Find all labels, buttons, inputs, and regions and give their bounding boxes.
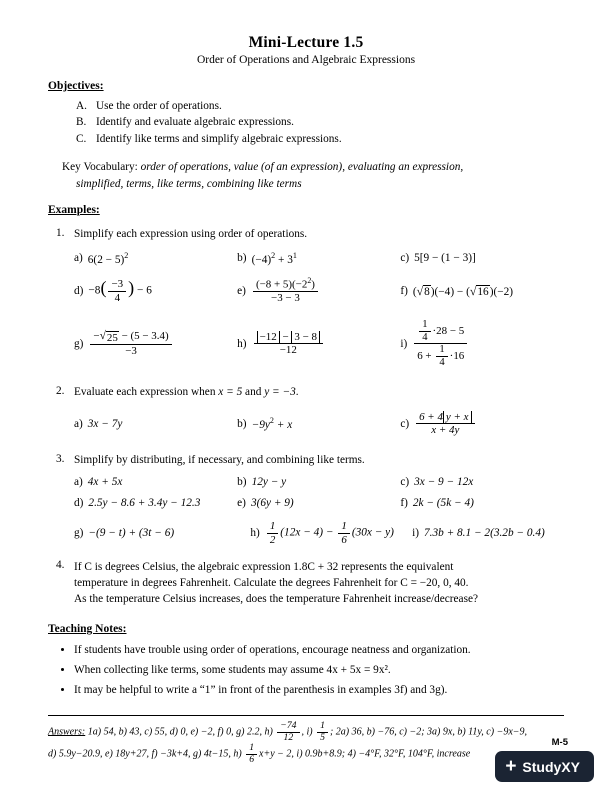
answers-section: [48, 715, 564, 766]
example-number: 2.: [56, 385, 65, 398]
part-c: [400, 411, 563, 437]
stem-y: y = −3: [264, 386, 296, 399]
part-h: [250, 520, 412, 546]
part-label: c): [400, 252, 410, 265]
part-label: b): [237, 252, 247, 265]
objectives-heading: Objectives:: [48, 80, 104, 92]
answers-text-f: y − 2, i) 0.9b+8.9; 4) −4°F, 32°F, 104°F, increase: [270, 749, 471, 761]
answer-frac-den: 6: [249, 754, 255, 766]
example-1: [48, 227, 564, 369]
part-f: [400, 497, 563, 509]
part-label: i): [400, 337, 408, 350]
part-a: [74, 251, 237, 266]
part-i: [400, 319, 563, 370]
plus-icon: +: [505, 756, 517, 777]
part-label: d): [74, 497, 84, 510]
objective-text: Identify and evaluate algebraic expressions.: [96, 116, 294, 129]
example-2: [48, 385, 564, 436]
part-label: b): [237, 476, 247, 489]
part-expression: 5[9 − (1 − 3)]: [414, 252, 476, 265]
part-expression: 3(6y + 9): [250, 497, 294, 510]
part-expression: $\frac{1}{2}$ (12x − 4) − $\frac{1}{6}$ (30x − y): [265, 520, 394, 546]
part-g: [74, 319, 237, 370]
teaching-notes-heading: Teaching Notes:: [48, 623, 127, 636]
answer-frac-den: 5: [320, 731, 325, 743]
stem-x: x = 5: [218, 386, 243, 399]
part-label: e): [237, 285, 246, 298]
example-1-row-2: [74, 277, 564, 304]
answers-line-1: [48, 721, 564, 744]
part-a: [74, 476, 237, 488]
example-3-row-1: [74, 476, 564, 488]
key-vocabulary-line2: simplified, terms, like terms, combining like terms: [76, 177, 302, 190]
list-item: • It may be helpful to write a “1” in front of the parenthesis in examples 3f) and 3g).: [74, 681, 564, 700]
part-expression: $\frac{-12 - 3 - 8}{-12}$: [252, 331, 325, 357]
list-item: [76, 114, 564, 130]
answers-text-a: 1a) 54, b) 43, c) 55, d) 0, e) −2, f) 0, g) 2.2, h): [85, 726, 276, 738]
part-label: c): [400, 417, 410, 430]
part-b: [237, 251, 400, 266]
example-stem-line-2: temperature in degrees Fahrenheit. Calculate the degrees Fahrenheit for C = −20, 0, 40.: [74, 577, 469, 590]
part-label: a): [74, 476, 83, 489]
part-e: [237, 277, 400, 304]
studyxy-watermark: [495, 751, 594, 782]
example-stem-line-1: If C is degrees Celsius, the algebraic expression 1.8C + 32 represents the equivalent: [74, 560, 454, 573]
answer-frac-num: −74: [277, 721, 299, 733]
answers-text-c: ; 2a) 36, b) −76, c) −2; 3a) 9x, b) 11y, c) −9x−9,: [329, 726, 527, 738]
part-label: a): [74, 417, 83, 430]
part-i: [412, 520, 564, 546]
part-expression: $\frac{6 + 4 y + x}{x + 4y}$: [414, 411, 476, 437]
objective-text: Use the order of operations.: [96, 100, 222, 112]
part-label: h): [250, 527, 260, 540]
part-b: [237, 476, 400, 488]
part-expression: $\frac{1}{4}$ ·28 − 5 6 + $\frac{1}{4}$ ·16: [412, 319, 469, 370]
part-expression: $(-4)^2 + 3^1$: [251, 250, 297, 266]
part-d: [74, 497, 237, 509]
part-f: [400, 277, 563, 304]
example-number: 4.: [56, 558, 65, 571]
answers-text-b: , i): [301, 726, 316, 738]
part-label: h): [237, 337, 247, 350]
page-title: Mini-Lecture 1.5: [248, 34, 364, 51]
example-1-row-1: [74, 251, 564, 266]
part-expression: 2k − (5k − 4): [412, 497, 474, 510]
part-c: [400, 251, 563, 266]
part-expression: ( √ 8 )(−4) − ( √ 16 )(−2): [412, 283, 513, 298]
part-label: i): [412, 527, 419, 540]
example-number: 1.: [56, 226, 65, 239]
answers-line-2: [48, 743, 564, 766]
key-vocabulary-label: Key Vocabulary:: [62, 161, 138, 174]
part-label: a): [74, 252, 83, 265]
example-3-row-2: [74, 497, 564, 509]
part-expression: 4x + 5x: [87, 476, 123, 489]
part-expression: 2.5y − 8.6 + 3.4y − 12.3: [88, 497, 201, 510]
example-stem: [74, 385, 564, 401]
part-label: c): [400, 476, 410, 489]
example-2-row-1: [74, 411, 564, 437]
part-expression: −8( $\frac{-3}{4}$ ) − 6: [88, 277, 152, 304]
part-d: [74, 277, 237, 304]
part-a: [74, 411, 237, 437]
part-expression: − √ 25 − (5 − 3.4) −3: [88, 330, 173, 358]
key-vocabulary: [62, 159, 564, 192]
stem-and: and: [242, 386, 265, 399]
part-expression: 3x − 9 − 12x: [414, 476, 474, 489]
part-expression: 3x − 7y: [87, 417, 123, 430]
answer-frac-num: 1: [317, 721, 328, 733]
stem-post: .: [295, 386, 299, 399]
objectives-list: [76, 98, 564, 147]
part-label: f): [400, 285, 408, 298]
part-expression: −(9 − t) + (3t − 6): [88, 527, 175, 540]
part-label: g): [74, 337, 84, 350]
part-label: b): [237, 417, 247, 430]
brand-name: StudyXY: [522, 758, 580, 775]
stem-pre: Evaluate each expression when: [74, 386, 219, 399]
list-item: • When collecting like terms, some students may assume 4x + 5x = 9x².: [74, 661, 564, 680]
part-expression: 12y − y: [251, 476, 287, 489]
part-label: e): [237, 497, 246, 510]
page-number: M-5: [551, 737, 568, 748]
part-g: [74, 520, 250, 546]
answer-frac-num: 1: [246, 743, 257, 755]
example-stem: Simplify by distributing, if necessary, and combining like terms.: [74, 453, 365, 466]
answers-text-e: x+: [259, 749, 271, 761]
list-item: • If students have trouble using order of operations, encourage neatness and organization.: [74, 641, 564, 660]
answers-label: Answers:: [48, 726, 86, 738]
part-label: d): [74, 285, 84, 298]
part-c: [400, 476, 563, 488]
key-vocabulary-line1: order of operations, value (of an expression), evaluating an expression,: [140, 161, 464, 174]
part-b: [237, 411, 400, 437]
examples-heading: Examples:: [48, 203, 100, 216]
part-expression: 7.3b + 8.1 − 2(3.2b − 0.4): [423, 527, 545, 540]
part-expression: $-9y^2 + x$: [251, 416, 293, 432]
example-3: [48, 453, 564, 546]
part-e: [237, 497, 400, 509]
answers-text-d: d) 5.9y−20.9, e) 18y+27, f) −3k+4, g) 4t−15, h): [48, 749, 245, 761]
list-item: [76, 98, 564, 114]
part-label: f): [400, 497, 408, 510]
example-1-row-3: [74, 319, 564, 370]
part-label: g): [74, 527, 84, 540]
example-number: 3.: [56, 452, 65, 465]
objective-letter: C.: [76, 132, 87, 145]
example-stem-line-3: As the temperature Celsius increases, does the temperature Fahrenheit increase/decrease?: [74, 593, 478, 606]
teaching-notes-list: [74, 641, 564, 701]
list-item: [76, 131, 564, 147]
objective-letter: A.: [76, 100, 87, 112]
objective-text: Identify like terms and simplify algebraic expressions.: [96, 132, 342, 145]
example-4: [48, 559, 564, 607]
page-subtitle: Order of Operations and Algebraic Expressions: [196, 54, 416, 66]
part-h: [237, 319, 400, 370]
example-3-row-3: [74, 520, 564, 546]
example-stem: Simplify each expression using order of operations.: [74, 227, 308, 240]
objective-letter: B.: [76, 116, 87, 129]
answer-frac-den: 12: [283, 731, 294, 743]
part-expression: $6(2 - 5)^2$: [87, 250, 129, 266]
part-expression: $\frac{(-8 + 5)(-2^2)}{-3 - 3}$: [251, 277, 320, 304]
